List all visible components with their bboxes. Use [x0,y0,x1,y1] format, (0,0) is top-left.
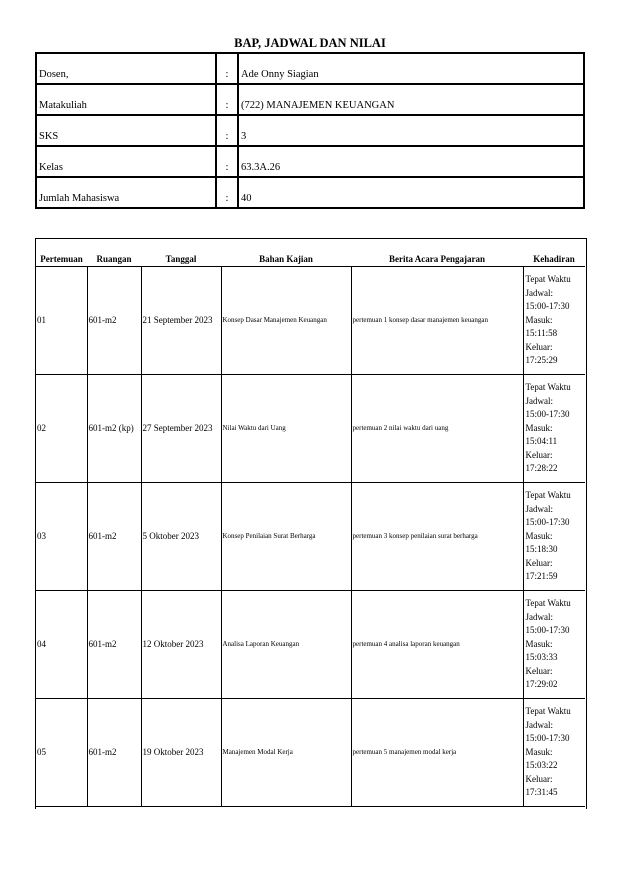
meeting-cell: 05 [36,699,87,807]
report-cell: pertemuan 2 nilai waktu dari uang [351,375,523,483]
table-row [36,699,585,807]
info-label: Matakuliah [36,84,216,115]
attendance-line: 17:28:22 [525,463,558,474]
attendance-line: 15:00-17:30 [525,625,570,636]
meeting-cell: 01 [36,267,87,375]
course-info-table [35,52,585,209]
topic-cell: Analisa Laporan Keuangan [221,591,351,699]
topic-cell: Konsep Dasar Manajemen Keuangan [221,267,351,375]
info-row [36,146,584,177]
report-cell: pertemuan 4 analisa laporan keuangan [351,591,523,699]
report-cell: pertemuan 3 konsep penilaian surat berharga [351,483,523,591]
attendance-line: Masuk: [525,746,553,757]
info-label: Jumlah Mahasiswa [36,177,216,208]
info-value: Ade Onny Siagian [238,53,584,84]
room-cell: 601-m2 [87,699,141,807]
room-cell: 601-m2 [87,591,141,699]
info-colon: : [216,115,238,146]
attendance-cell [523,267,585,375]
meeting-cell: 03 [36,483,87,591]
room-cell: 601-m2 (kp) [87,375,141,483]
attendance-line: Masuk: [525,530,553,541]
info-colon: : [216,177,238,208]
info-row [36,84,584,115]
attendance-line: 17:21:59 [525,571,558,582]
attendance-line: 15:03:33 [525,652,558,663]
attendance-cell [523,591,585,699]
attendance-line: Tepat Waktu [525,382,571,393]
attendance-line: 15:00-17:30 [525,409,570,420]
attendance-line: Jadwal: [525,611,553,622]
info-label: SKS [36,115,216,146]
info-value: (722) MANAJEMEN KEUANGAN [238,84,584,115]
attendance-line: 15:00-17:30 [525,733,570,744]
room-cell: 601-m2 [87,483,141,591]
report-cell: pertemuan 5 manajemen modal kerja [351,699,523,807]
info-row [36,177,584,208]
meeting-cell: 04 [36,591,87,699]
info-value: 63.3A.26 [238,146,584,177]
page-title: BAP, JADWAL DAN NILAI [234,36,386,50]
info-label: Dosen, [36,53,216,84]
attendance-line: Jadwal: [525,395,553,406]
info-colon: : [216,53,238,84]
attendance-line: 17:25:29 [525,355,558,366]
attendance-line: Keluar: [525,557,553,568]
topic-cell: Manajemen Modal Kerja [221,699,351,807]
attendance-cell [523,699,585,807]
date-cell: 27 September 2023 [141,375,221,483]
attendance-line: Keluar: [525,449,553,460]
room-cell: 601-m2 [87,267,141,375]
attendance-line: 15:11:58 [525,328,558,339]
attendance-line: Tepat Waktu [525,706,571,717]
info-row [36,115,584,146]
attendance-line: Keluar: [525,665,553,676]
attendance-line: 15:00-17:30 [525,517,570,528]
date-cell: 5 Oktober 2023 [141,483,221,591]
meeting-cell: 02 [36,375,87,483]
column-header: Bahan Kajian [221,239,351,267]
table-row [36,483,585,591]
attendance-line: Keluar: [525,773,553,784]
attendance-line: 15:04:11 [525,436,558,447]
attendance-line: Jadwal: [525,719,553,730]
attendance-line: Tepat Waktu [525,274,571,285]
attendance-line: 17:29:02 [525,679,558,690]
schedule-table [36,239,585,807]
attendance-line: Masuk: [525,422,553,433]
date-cell: 19 Oktober 2023 [141,699,221,807]
attendance-cell [523,375,585,483]
attendance-cell [523,483,585,591]
info-colon: : [216,84,238,115]
column-header: Kehadiran [523,239,585,267]
attendance-line: Masuk: [525,638,553,649]
column-header: Tanggal [141,239,221,267]
info-colon: : [216,146,238,177]
table-row [36,375,585,483]
attendance-line: 15:03:22 [525,760,558,771]
info-label: Kelas [36,146,216,177]
date-cell: 12 Oktober 2023 [141,591,221,699]
attendance-line: 17:31:45 [525,787,558,798]
info-row [36,53,584,84]
report-cell: pertemuan 1 konsep dasar manajemen keuangan [351,267,523,375]
table-row [36,267,585,375]
info-value: 40 [238,177,584,208]
topic-cell: Konsep Penilaian Surat Berharga [221,483,351,591]
attendance-line: Masuk: [525,314,553,325]
column-header: Ruangan [87,239,141,267]
column-header: Berita Acara Pengajaran [351,239,523,267]
column-header: Pertemuan [36,239,87,267]
attendance-line: 15:18:30 [525,544,558,555]
info-value: 3 [238,115,584,146]
date-cell: 21 September 2023 [141,267,221,375]
topic-cell: Nilai Waktu dari Uang [221,375,351,483]
schedule-table-container [35,238,587,809]
attendance-line: Tepat Waktu [525,490,571,501]
attendance-line: Jadwal: [525,287,553,298]
attendance-line: Jadwal: [525,503,553,514]
attendance-line: Keluar: [525,341,553,352]
table-row [36,591,585,699]
attendance-line: 15:00-17:30 [525,301,570,312]
attendance-line: Tepat Waktu [525,598,571,609]
